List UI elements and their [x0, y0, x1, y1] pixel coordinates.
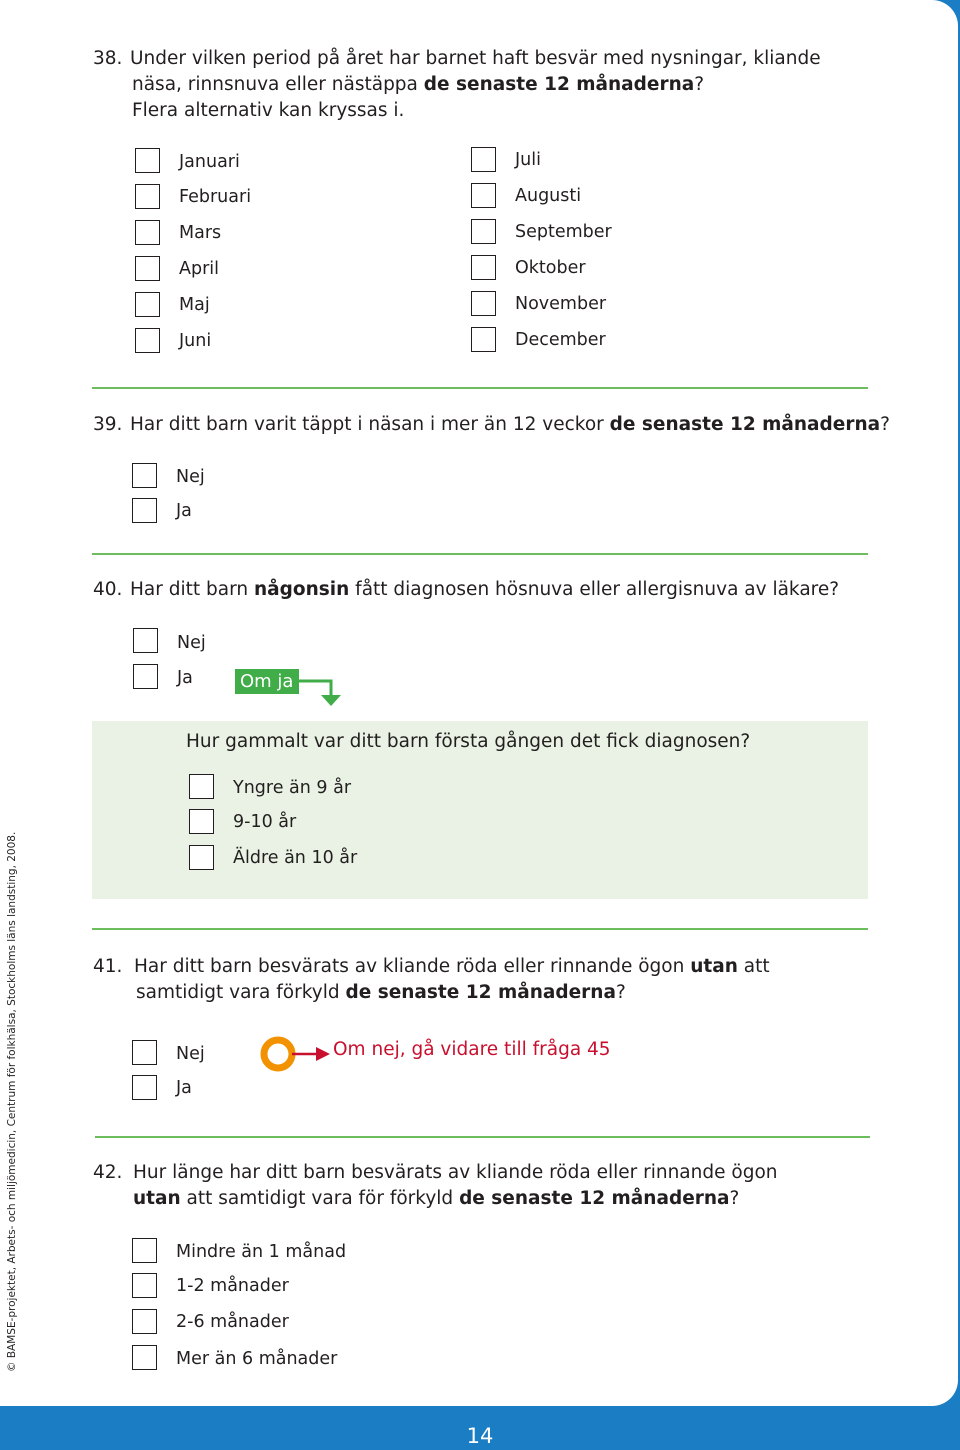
option-label: Augusti	[515, 186, 582, 206]
option-label: Äldre än 10 år	[233, 848, 358, 868]
question-text: att samtidigt vara för förkyld	[180, 1188, 460, 1209]
checkbox-juni[interactable]	[135, 328, 160, 353]
option-label: Oktober	[515, 258, 586, 278]
checkbox-mer-an-6-manader[interactable]	[132, 1345, 157, 1370]
checkbox-q39-ja[interactable]	[132, 498, 157, 523]
skip-arrow-icon	[258, 1034, 332, 1074]
question-emphasis: de senaste 12 månaderna	[609, 414, 881, 435]
om-ja-tag: Om ja	[235, 669, 299, 694]
question-text: ?	[694, 74, 705, 95]
option-label: Januari	[179, 152, 240, 172]
checkbox-aldre-an-10[interactable]	[189, 845, 214, 870]
section-divider	[95, 1136, 870, 1138]
question-emphasis: de senaste 12 månaderna	[423, 74, 695, 95]
checkbox-mindre-an-1-manad[interactable]	[132, 1238, 157, 1263]
checkbox-november[interactable]	[471, 291, 496, 316]
option-label: November	[515, 294, 607, 314]
question-text: Under vilken period på året har barnet haft besvär med nysningar, kliande	[130, 48, 821, 69]
question-text: samtidigt vara förkyld	[136, 982, 346, 1003]
checkbox-q40-ja[interactable]	[133, 664, 158, 689]
checkbox-mars[interactable]	[135, 220, 160, 245]
question-42	[93, 1160, 777, 1212]
question-38	[93, 46, 821, 124]
option-label: Juli	[515, 150, 541, 170]
checkbox-april[interactable]	[135, 256, 160, 281]
checkbox-september[interactable]	[471, 219, 496, 244]
question-emphasis: utan	[690, 956, 738, 977]
option-label: Nej	[176, 467, 205, 487]
question-emphasis: de senaste 12 månaderna	[459, 1188, 730, 1209]
question-number: 42.	[93, 1162, 123, 1183]
checkbox-oktober[interactable]	[471, 255, 496, 280]
option-label: Mars	[179, 223, 222, 243]
option-label: Ja	[176, 1078, 192, 1098]
option-label: 9-10 år	[233, 812, 297, 832]
question-number: 39.	[93, 414, 123, 435]
checkbox-juli[interactable]	[471, 147, 496, 172]
question-text: ?	[880, 414, 890, 435]
question-number: 38.	[93, 48, 123, 69]
question-number: 40.	[93, 579, 123, 600]
option-label: Yngre än 9 år	[233, 778, 352, 798]
checkbox-q41-nej[interactable]	[132, 1040, 157, 1065]
option-label: April	[179, 259, 219, 279]
copyright-note: © BAMSE-projektet, Arbets- och miljömedicin, Centrum för folkhälsa, Stockholms läns landsting, 2008.	[6, 831, 18, 1372]
followup-question: Hur gammalt var ditt barn första gången det fick diagnosen?	[186, 731, 751, 752]
option-label: Juni	[179, 331, 212, 351]
checkbox-januari[interactable]	[135, 148, 160, 173]
question-40	[93, 577, 839, 603]
option-label: Ja	[177, 668, 193, 688]
checkbox-q40-nej[interactable]	[133, 628, 158, 653]
question-emphasis: de senaste 12 månaderna	[345, 982, 616, 1003]
checkbox-q41-ja[interactable]	[132, 1075, 157, 1100]
question-instruction: Flera alternativ kan kryssas i.	[132, 100, 405, 121]
checkbox-maj[interactable]	[135, 292, 160, 317]
option-label: December	[515, 330, 606, 350]
question-text: Har ditt barn besvärats av kliande röda eller rinnande ögon	[134, 956, 691, 977]
option-label: Maj	[179, 295, 210, 315]
checkbox-december[interactable]	[471, 327, 496, 352]
checkbox-februari[interactable]	[135, 184, 160, 209]
section-divider	[92, 928, 868, 930]
option-label: Nej	[177, 633, 206, 653]
option-label: 2-6 månader	[176, 1312, 289, 1332]
option-label: Februari	[179, 187, 252, 207]
section-divider	[92, 553, 868, 555]
question-text: att	[737, 956, 770, 977]
question-text: ?	[615, 982, 626, 1003]
option-label: Nej	[176, 1044, 205, 1064]
checkbox-q39-nej[interactable]	[132, 463, 157, 488]
option-label: Mindre än 1 månad	[176, 1242, 347, 1262]
question-text: ?	[729, 1188, 740, 1209]
option-label: Ja	[176, 501, 192, 521]
question-number: 41.	[93, 956, 123, 977]
checkbox-9-10-ar[interactable]	[189, 809, 214, 834]
option-label: 1-2 månader	[176, 1276, 289, 1296]
question-emphasis: någonsin	[253, 579, 350, 600]
checkbox-yngre-an-9[interactable]	[189, 774, 214, 799]
page-number: 14	[466, 1424, 494, 1448]
option-label: September	[515, 222, 612, 242]
option-label: Mer än 6 månader	[176, 1349, 338, 1369]
skip-instruction: Om nej, gå vidare till fråga 45	[333, 1039, 611, 1060]
question-text: Har ditt barn	[130, 579, 254, 600]
section-divider	[92, 387, 868, 389]
question-text: fått diagnosen hösnuva eller allergisnuva av läkare?	[349, 579, 840, 600]
question-41	[93, 954, 770, 1006]
question-39	[93, 412, 890, 438]
arrow-down-right-icon	[298, 678, 344, 708]
checkbox-1-2-manader[interactable]	[132, 1273, 157, 1298]
question-text: Hur länge har ditt barn besvärats av kliande röda eller rinnande ögon	[133, 1162, 778, 1183]
question-text: Har ditt barn varit täppt i näsan i mer än 12 veckor	[130, 414, 610, 435]
checkbox-augusti[interactable]	[471, 183, 496, 208]
checkbox-2-6-manader[interactable]	[132, 1309, 157, 1334]
question-emphasis: utan	[133, 1188, 181, 1209]
question-text: näsa, rinnsnuva eller nästäppa	[132, 74, 424, 95]
